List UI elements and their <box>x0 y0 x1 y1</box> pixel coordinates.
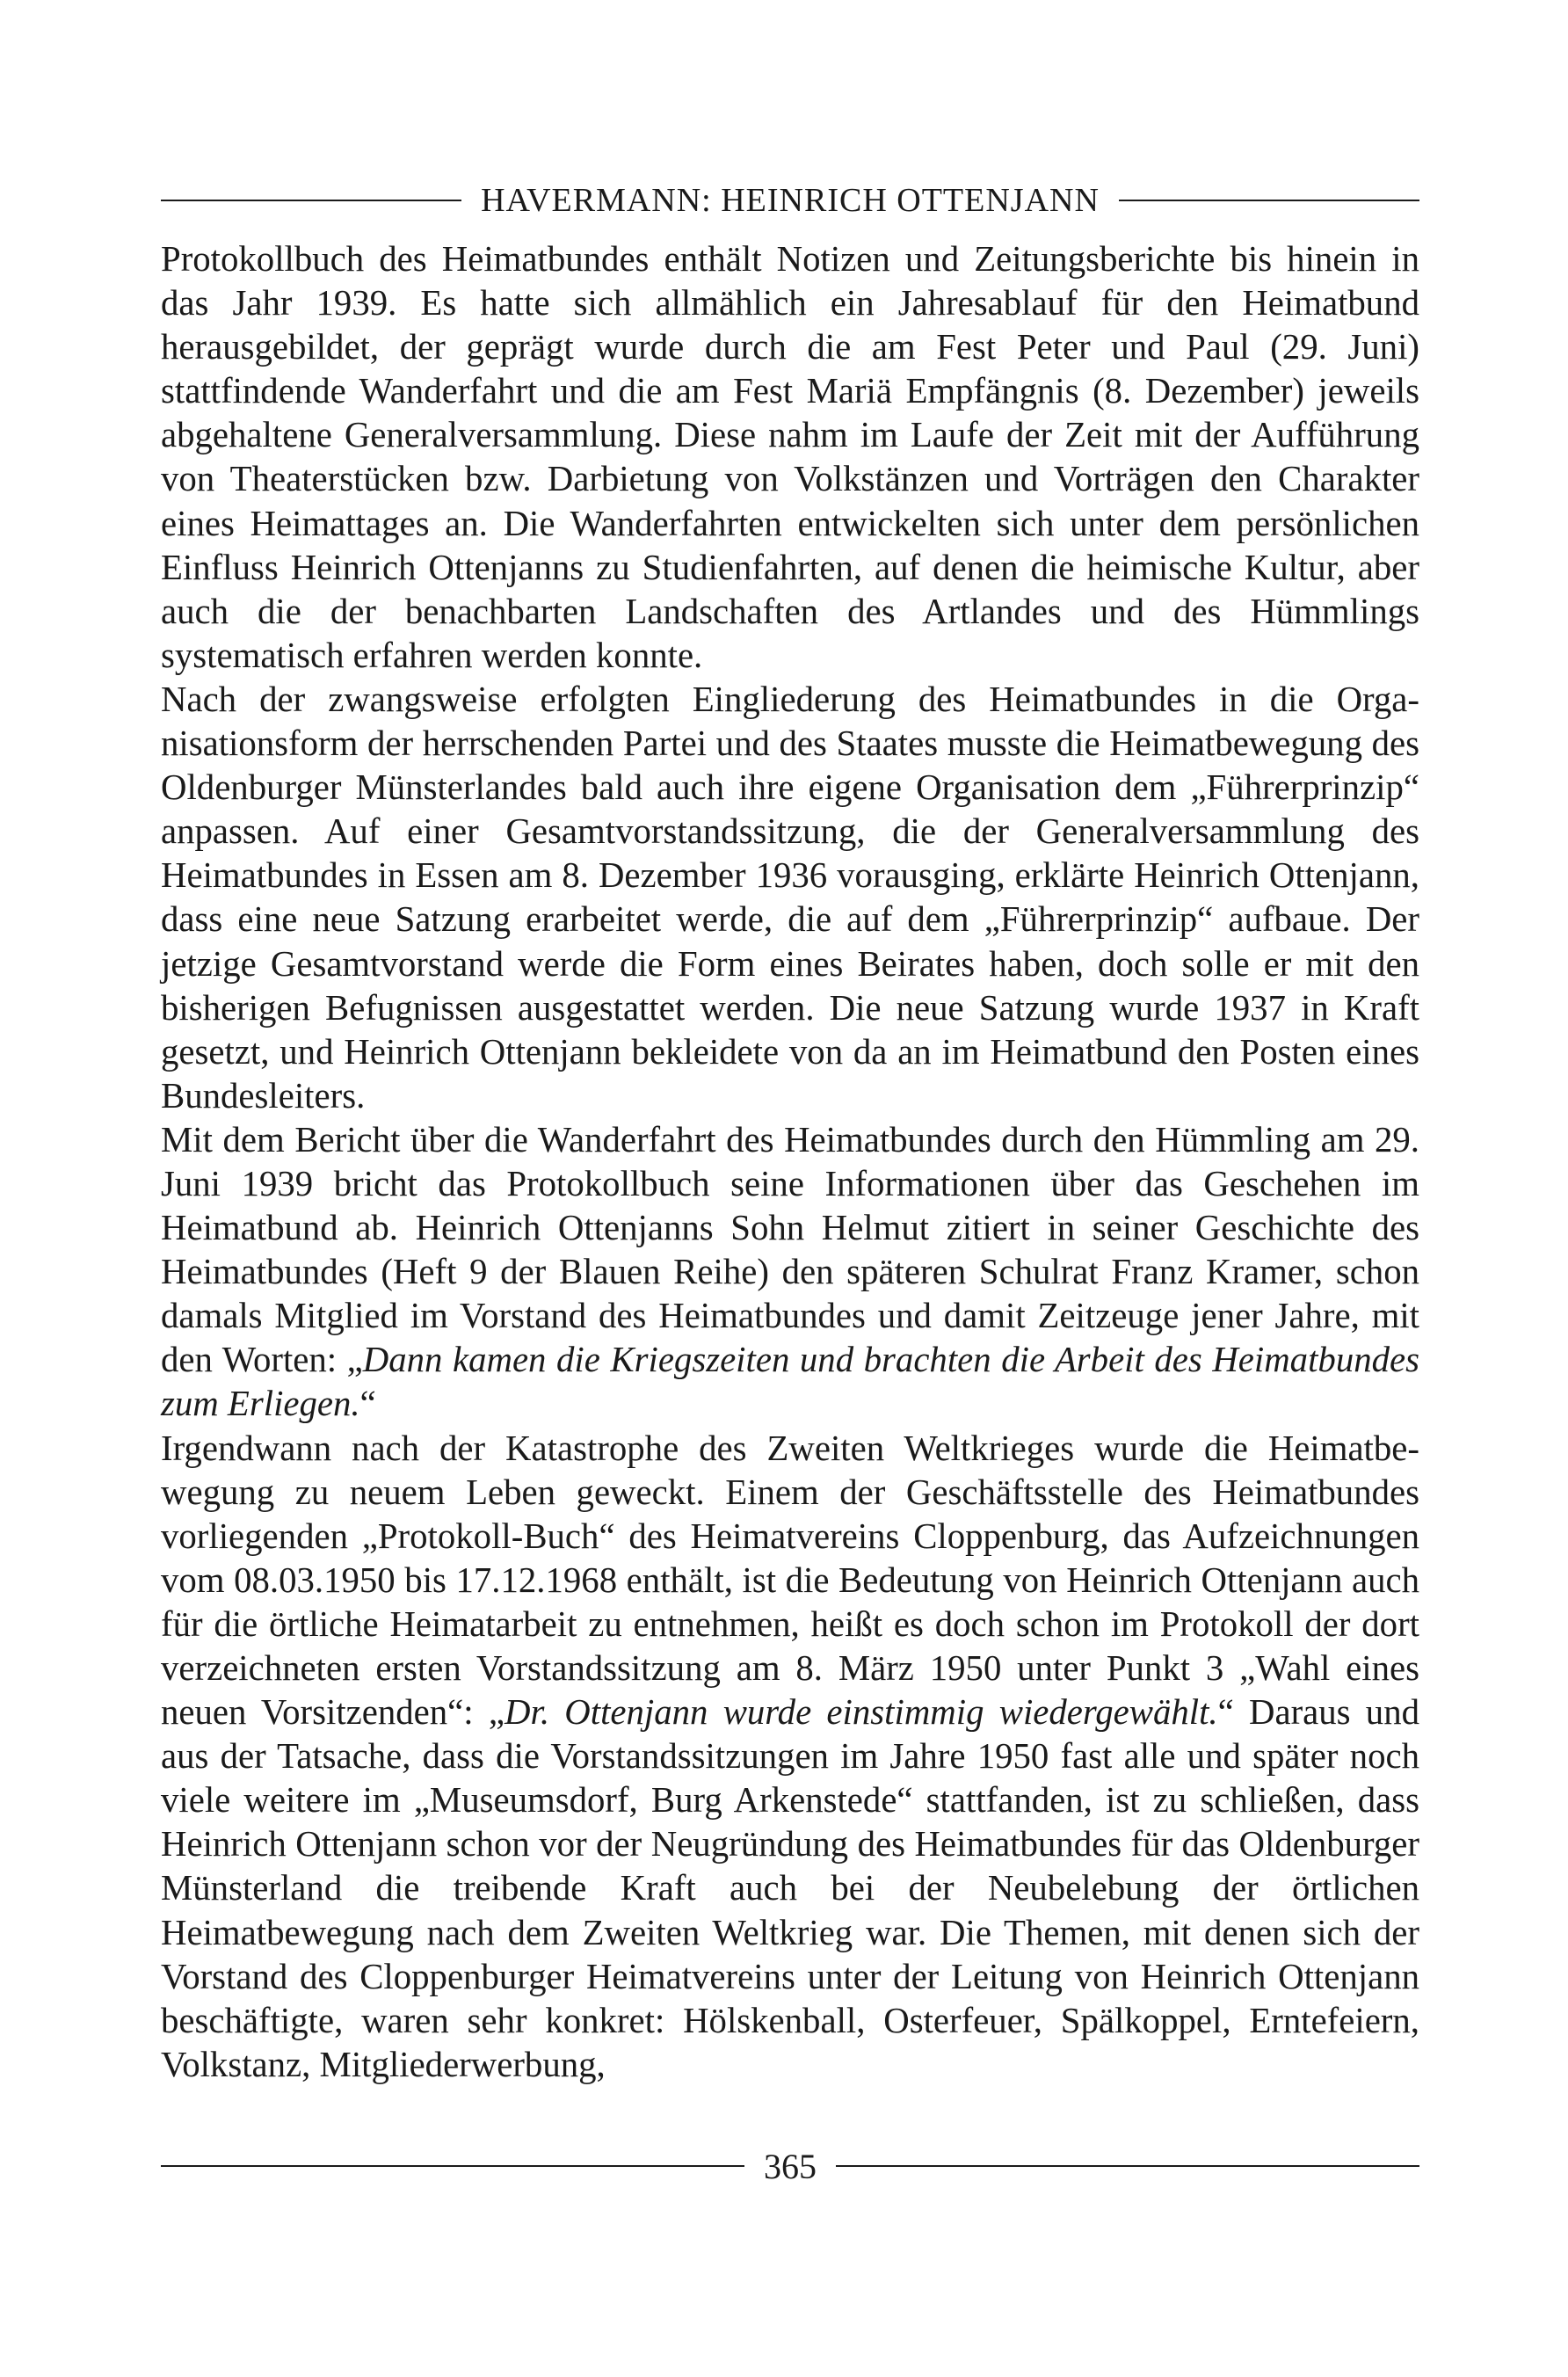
page-number: 365 <box>764 2146 817 2186</box>
footer-rule-right <box>836 2165 1419 2167</box>
header-rule-right <box>1119 200 1419 201</box>
paragraph-text: Mit dem Bericht über die Wanderfahrt des Heimatbundes durch den Hümmling am 29. Juni 1939 bricht das Protokollbuch seine Informationen über das Geschehen im Heimatbund ab. Heinrich Ottenjanns Sohn Helmut zitiert in seiner Geschichte des Heimatbundes (Heft 9 der Blauen Reihe) den späteren Schulrat Franz Kramer, schon damals Mitglied im Vorstand des Heimatbundes und damit Zeitzeuge jener Jahre, mit den Worten: „ <box>161 1119 1419 1380</box>
paragraph-text: “ Daraus und aus der Tatsache, dass die Vorstandssitzungen im Jahre 1950 fast alle und später noch viele weitere im „Museumsdorf, Burg Arkenstede“ stattfanden, ist zu schließen, dass Heinrich Ottenjann schon vor der Neugründung des Heimatbundes für das Oldenburger Münsterland die treibende Kraft auch bei der Neubelebung der örtlichen Heimatbewegung nach dem Zweiten Weltkrieg war. Die Themen, mit denen sich der Vorstand des Cloppenburger Heimatvereins unter der Leitung von Heinrich Ottenjann beschäftigte, waren sehr konkret: Hölskenball, Osterfeuer, Spälkoppel, Erntefeiern, Volkstanz, Mitgliederwerbung, <box>161 1692 1419 2084</box>
footer-rule-left <box>161 2165 744 2167</box>
header-rule-left <box>161 200 461 201</box>
paragraph-text: Nach der zwangsweise erfolgten Eingliederung des Heimatbundes in die Organisationsform der herrschenden Partei und des Staates musste die Heimatbewegung des Oldenburger Münsterlandes bald auch ihre eigene Organisation dem „Führerprinzip“ anpassen. Auf einer Gesamtvorstandssitzung, die der Generalversammlung des Heimatbundes in Essen am 8. Dezember 1936 vorausging, erklärte Heinrich Ottenjann, dass eine neue Satzung erarbeitet werde, die auf dem „Führerprinzip“ aufbaue. Der jetzige Gesamtvorstand werde die Form eines Beirates haben, doch solle er mit den bisherigen Befugnissen ausgestattet werden. Die neue Satzung wurde 1937 in Kraft gesetzt, und Heinrich Ottenjann bekleidete von da an im Heimatbund den Posten eines Bundesleiters. <box>161 679 1419 1116</box>
paragraph <box>161 1427 1419 2087</box>
running-title: HAVERMANN: HEINRICH OTTENJANN <box>481 182 1100 219</box>
paragraph <box>161 237 1419 678</box>
quotation-italic: Dr. Ottenjann wurde einstimmig wiedergewählt. <box>505 1692 1218 1733</box>
running-header <box>161 174 1419 227</box>
paragraph <box>161 678 1419 1118</box>
paragraph-text: Protokollbuch des Heimatbundes enthält Notizen und Zeitungsberichte bis hinein in das Jahr 1939. Es hatte sich allmählich ein Jahresablauf für den Heimatbund herausgebildet, der geprägt wurde durch die am Fest Peter und Paul (29. Juni) stattfindende Wanderfahrt und die am Fest Mariä Empfängnis (8. Dezember) jeweils abgehaltene Generalversammlung. Diese nahm im Laufe der Zeit mit der Aufführung von Theaterstücken bzw. Darbietung von Volkstänzen und Vorträgen den Charakter eines Heimattages an. Die Wanderfahrten entwickelten sich unter dem persönlichen Einfluss Heinrich Ottenjanns zu Studienfahrten, auf denen die heimische Kultur, aber auch die der benachbarten Landschaften des Artlandes und des Hümmlings systematisch erfahren werden konnte. <box>161 239 1419 675</box>
body-text <box>161 237 1419 2087</box>
quotation-italic: Dann kamen die Kriegszeiten und brachten die Arbeit des Heimatbundes zum Erliegen. <box>161 1340 1419 1424</box>
paragraph-text: Irgendwann nach der Katastrophe des Zweiten Weltkrieges wurde die Heimatbewegung zu neuem Leben geweckt. Einem der Geschäftsstelle des Heimatbundes vorliegenden „Protokoll-Buch“ des Heimatvereins Cloppenburg, das Aufzeichnungen vom 08.03.1950 bis 17.12.1968 enthält, ist die Bedeutung von Heinrich Ottenjann auch für die örtliche Heimatarbeit zu entnehmen, heißt es doch schon im Protokoll der dort verzeichneten ersten Vorstandssitzung am 8. März 1950 unter Punkt 3 „Wahl eines neuen Vorsitzenden“: „ <box>161 1428 1419 1733</box>
paragraph <box>161 1118 1419 1427</box>
paragraph-text: “ <box>359 1384 376 1424</box>
page-footer <box>161 2141 1419 2191</box>
